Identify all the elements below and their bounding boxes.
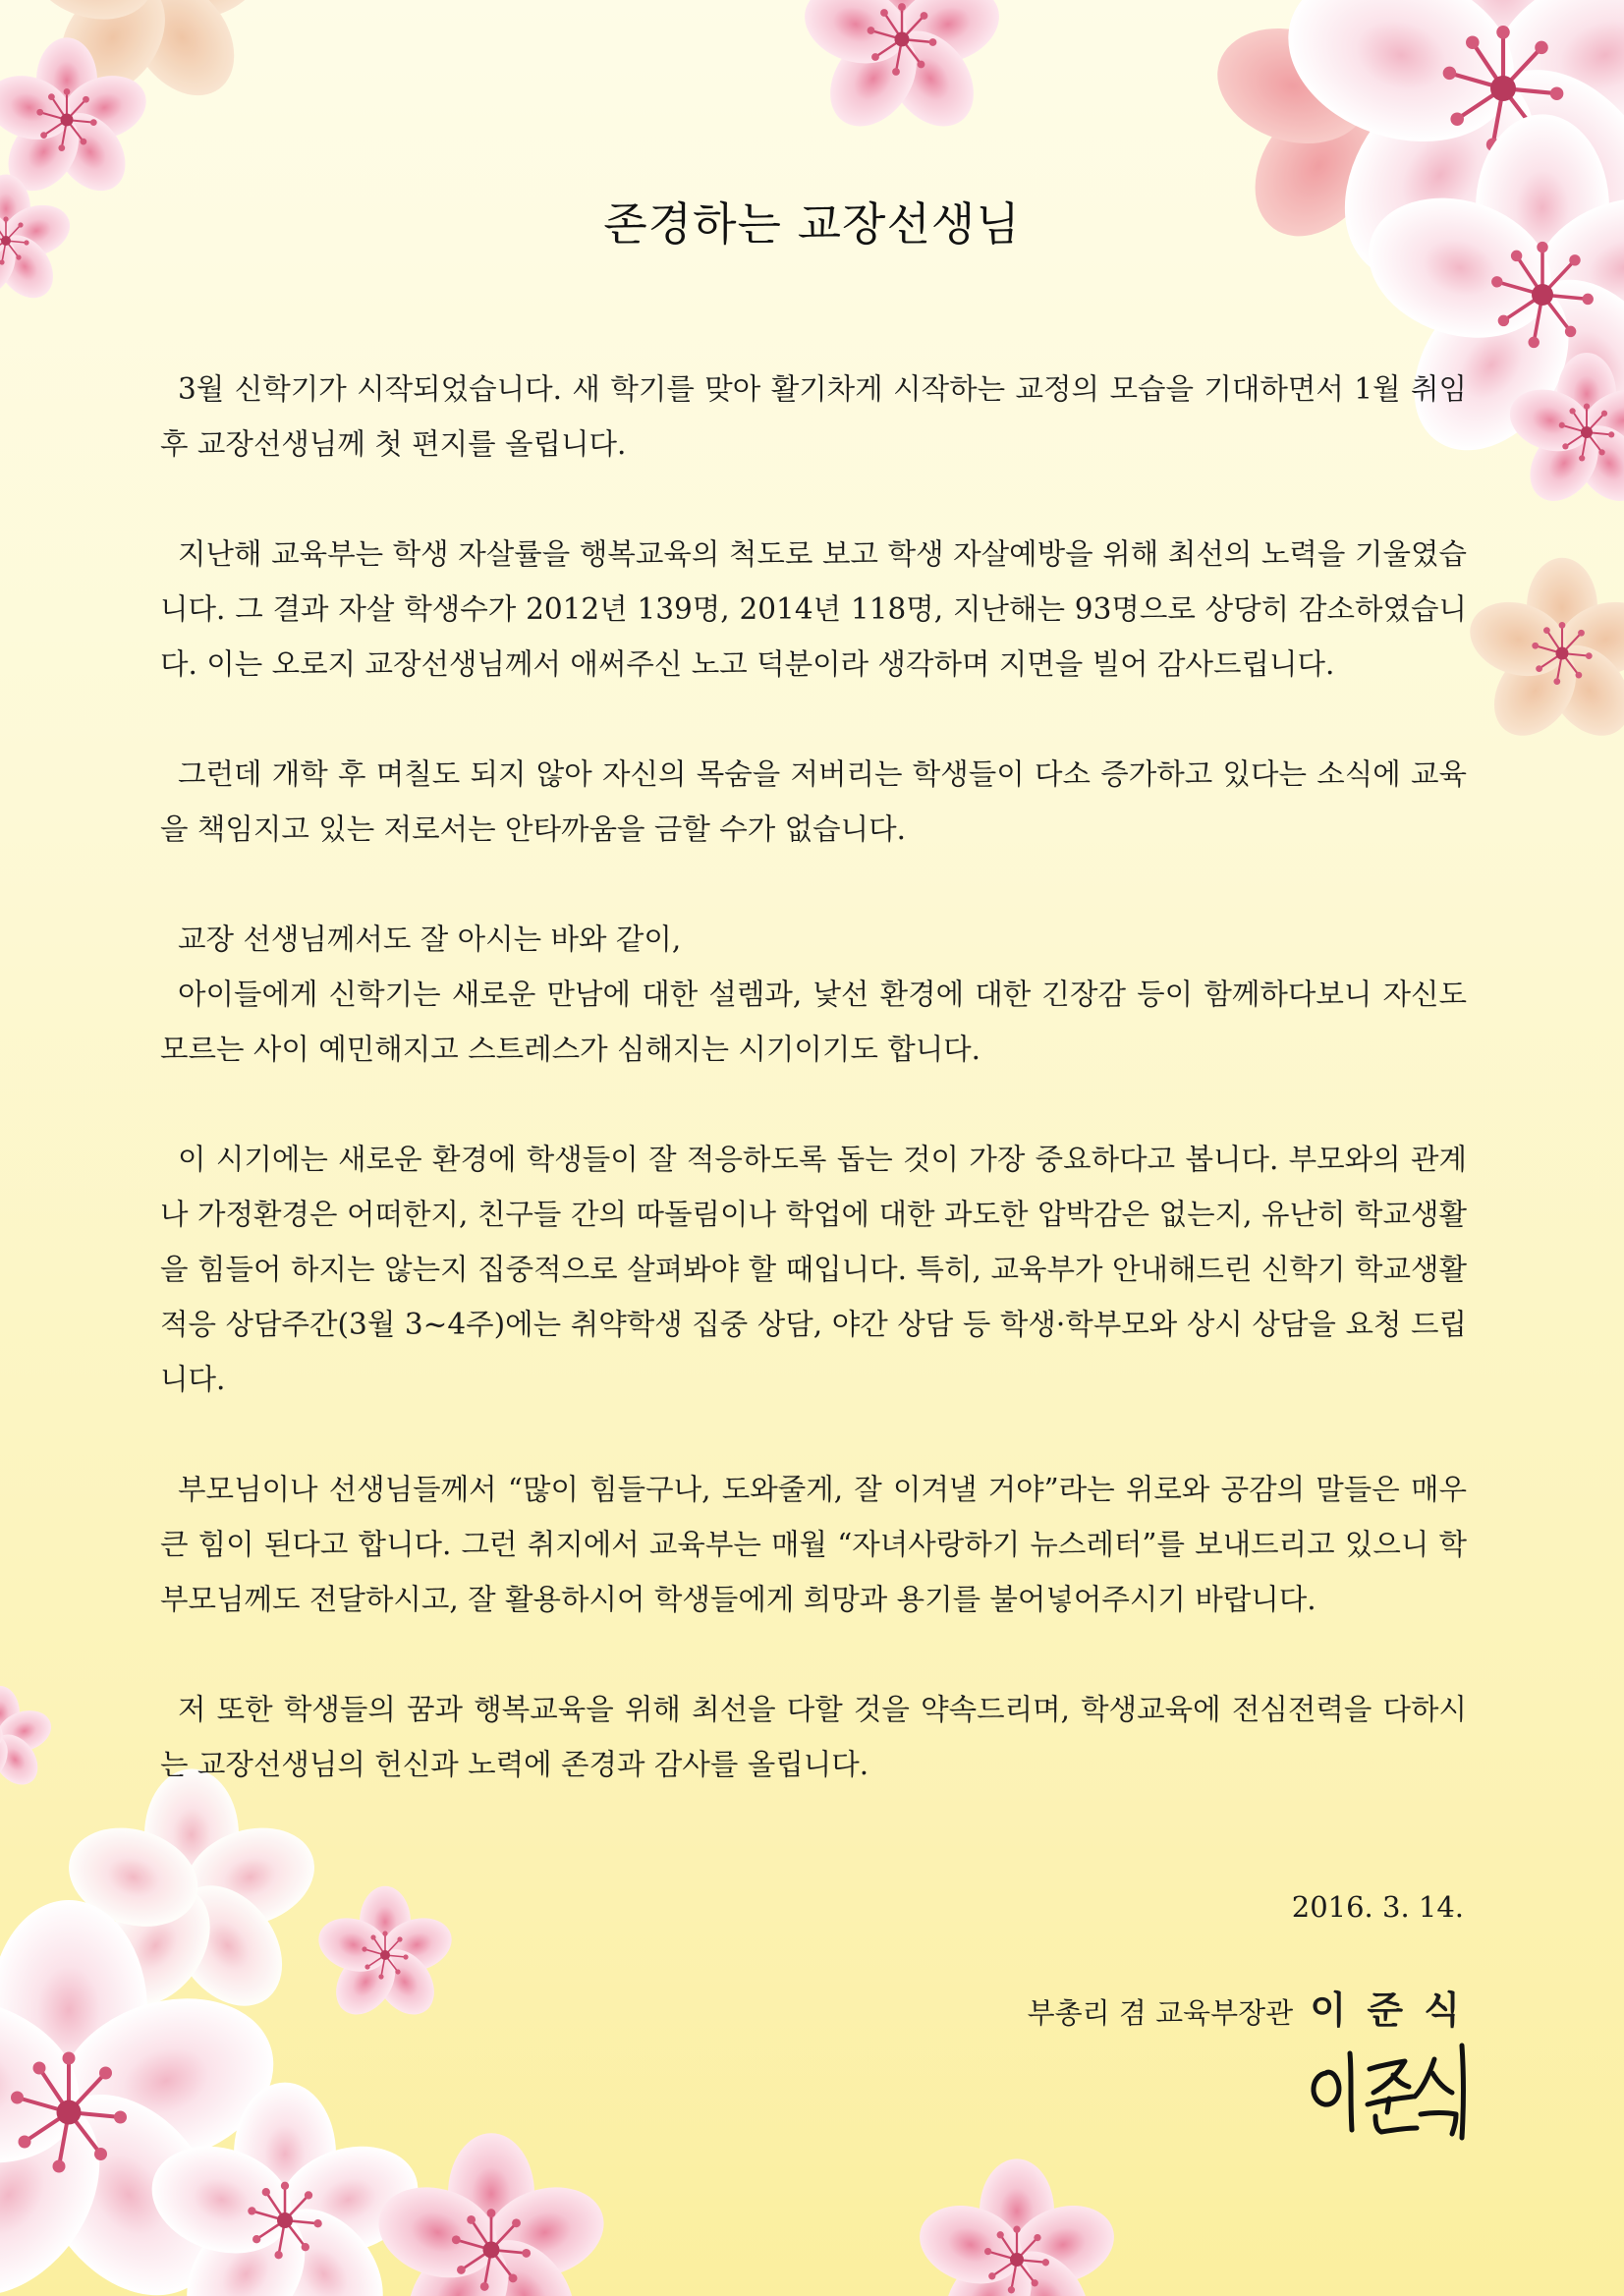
letter-body [160, 362, 1467, 1847]
paragraph-1: 3월 신학기가 시작되었습니다. 새 학기를 맞아 활기차게 시작하는 교정의 모습을 기대하면서 1월 취임 후 교장선생님께 첫 편지를 올립니다. [160, 372, 1467, 461]
letter-date: 2016. 3. 14. [1291, 1890, 1464, 1924]
paragraph-7: 부모님이나 선생님들께서 “많이 힘들구나, 도와줄게, 잘 이겨낼 거야”라는 위로와 공감의 말들은 매우 큰 힘이 된다고 합니다. 그런 취지에서 교육부는 매월 “자녀사랑하기 뉴스레터”를 보내드리고 있으니 학부모님께도 전달하시고, 잘 활용하시어 학생들에게 희망과 용기를 불어넣어주시기 바랍니다. [160, 1473, 1467, 1616]
letter-title: 존경하는 교장선생님 [603, 197, 1021, 251]
paragraph-2: 지난해 교육부는 학생 자살률을 행복교육의 척도로 보고 학생 자살예방을 위해 최선의 노력을 기울였습니다. 그 결과 자살 학생수가 2012년 139명, 2014년 118명, 지난해는 93명으로 상당히 감소하였습니다. 이는 오로지 교장선생님께서 애써주신 노고 덕분이라 생각하며 지면을 빌어 감사드립니다. [160, 537, 1467, 681]
paragraph-3: 그런데 개학 후 며칠도 되지 않아 자신의 목숨을 저버리는 학생들이 다소 증가하고 있다는 소식에 교육을 책임지고 있는 저로서는 안타까움을 금할 수가 없습니다. [160, 757, 1467, 846]
paragraph-4: 교장 선생님께서도 잘 아시는 바와 같이, [178, 923, 682, 956]
paragraph-6: 이 시기에는 새로운 환경에 학생들이 잘 적응하도록 돕는 것이 가장 중요하다고 봅니다. 부모와의 관계나 가정환경은 어떠한지, 친구들 간의 따돌림이나 학업에 대한 과도한 압박감은 없는지, 유난히 학교생활을 힘들어 하지는 않는지 집중적으로 살펴봐야 할 때입니다. 특히, 교육부가 안내해드린 신학기 학교생활 적응 상담주간(3월 3~4주)에는 취약학생 집중 상담, 야간 상담 등 학생·학부모와 상시 상담을 요청 드립니다. [160, 1143, 1467, 1396]
paragraph-5: 아이들에게 신학기는 새로운 만남에 대한 설렘과, 낯선 환경에 대한 긴장감 등이 함께하다보니 자신도 모르는 사이 예민해지고 스트레스가 심해지는 시기이기도 합니다. [160, 978, 1467, 1066]
signer-name: 이 준 식 [1310, 1988, 1464, 2032]
signer-line [1028, 1980, 1464, 2034]
paragraph-8: 저 또한 학생들의 꿈과 행복교육을 위해 최선을 다할 것을 약속드리며, 학생교육에 전심전력을 다하시는 교장선생님의 헌신과 노력에 존경과 감사를 올립니다. [160, 1693, 1467, 1781]
signer-title: 부총리 겸 교육부장관 [1027, 1996, 1294, 2030]
handwritten-signature [1299, 2036, 1485, 2144]
